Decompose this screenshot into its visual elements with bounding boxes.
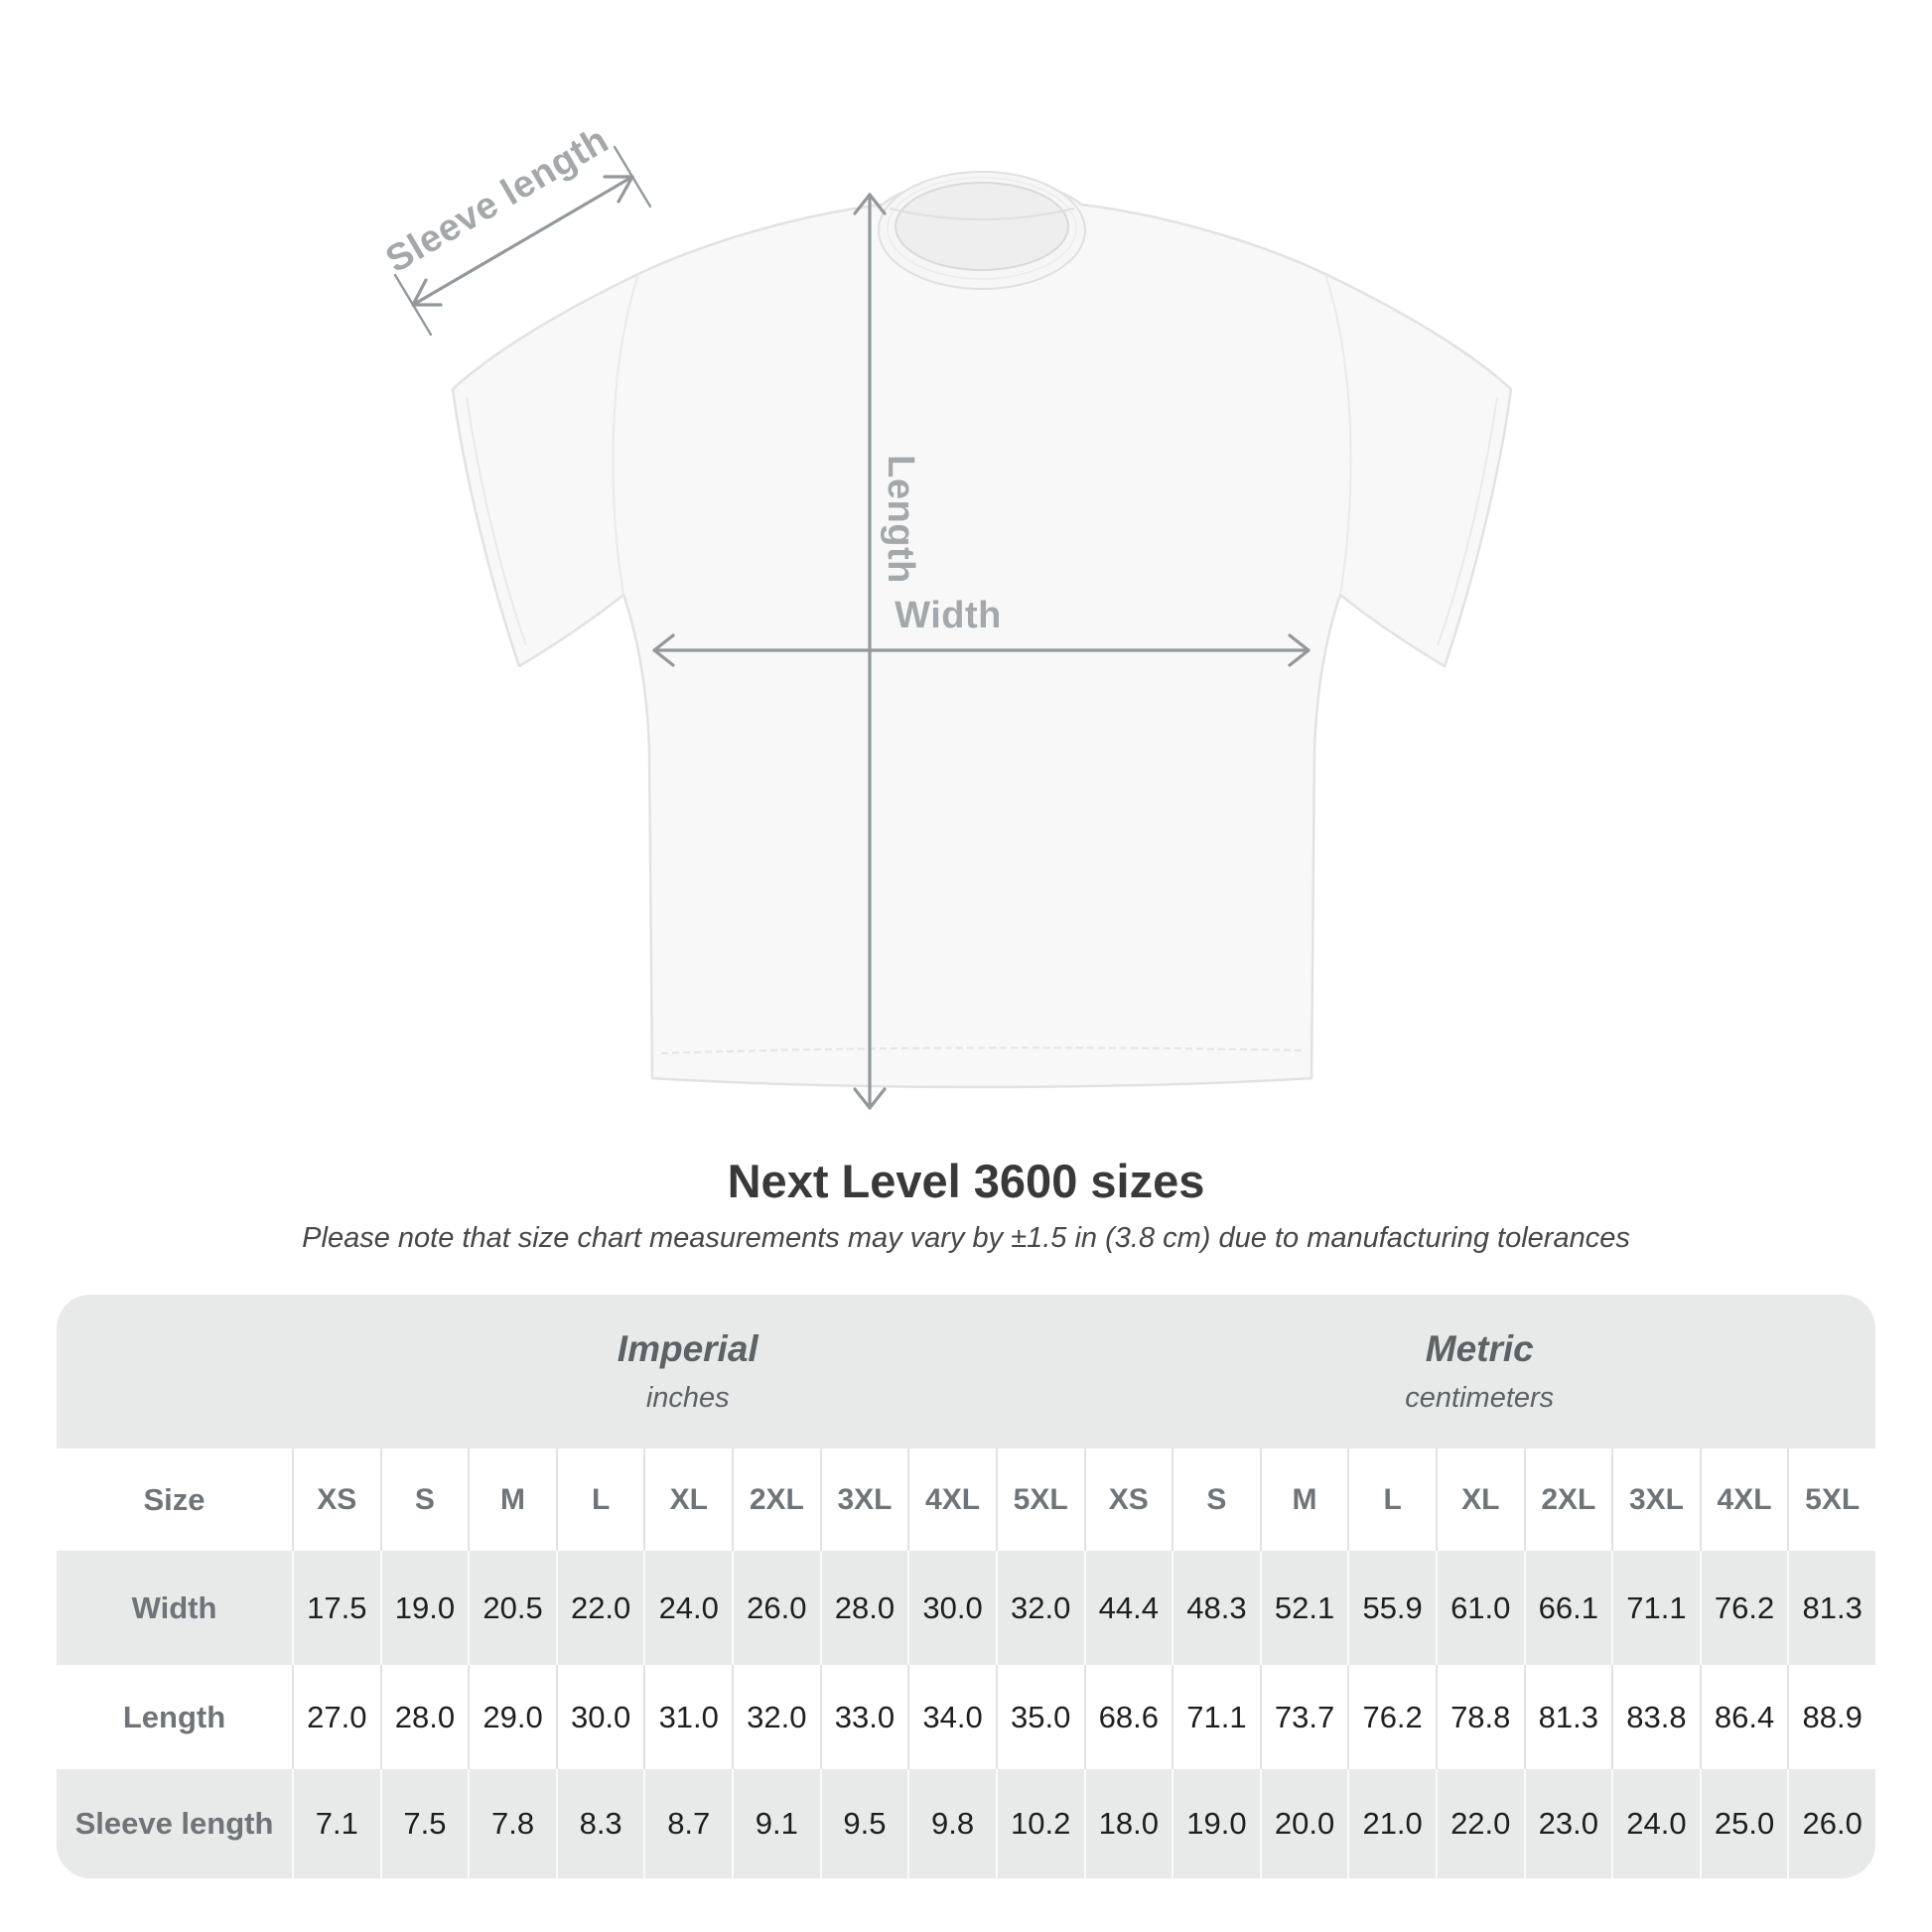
value-metric: 26.0 (1787, 1769, 1875, 1878)
size-header-imperial-2XL: 2XL (732, 1449, 820, 1551)
unit-group-metric (1084, 1328, 1876, 1415)
value-imperial: 8.7 (643, 1769, 732, 1878)
value-imperial: 9.1 (732, 1769, 820, 1878)
value-metric: 22.0 (1436, 1769, 1524, 1878)
size-header-metric-XL: XL (1436, 1449, 1524, 1551)
value-metric: 19.0 (1172, 1769, 1260, 1878)
value-imperial: 7.1 (292, 1769, 380, 1878)
value-metric: 66.1 (1524, 1551, 1612, 1665)
value-metric: 76.2 (1700, 1551, 1788, 1665)
value-imperial: 17.5 (292, 1551, 380, 1665)
size-column-header: Size (143, 1481, 206, 1517)
value-metric: 24.0 (1611, 1769, 1700, 1878)
sleeve-length-label: Sleeve length (378, 119, 617, 282)
value-imperial: 7.8 (468, 1769, 556, 1878)
value-metric: 61.0 (1436, 1551, 1524, 1665)
size-header-imperial-3XL: 3XL (820, 1449, 908, 1551)
size-header-imperial-5XL: 5XL (996, 1449, 1084, 1551)
length-label: Length (880, 455, 921, 584)
value-metric: 48.3 (1172, 1551, 1260, 1665)
value-imperial: 34.0 (907, 1665, 996, 1769)
row-label: Sleeve length (74, 1806, 274, 1841)
value-imperial: 30.0 (556, 1665, 644, 1769)
value-imperial: 28.0 (380, 1665, 469, 1769)
value-imperial: 28.0 (820, 1551, 908, 1665)
value-imperial: 7.5 (380, 1769, 469, 1878)
size-header-metric-3XL: 3XL (1611, 1449, 1700, 1551)
value-imperial: 9.8 (907, 1769, 996, 1878)
value-imperial: 8.3 (556, 1769, 644, 1878)
width-label: Width (895, 595, 1002, 636)
value-metric: 83.8 (1611, 1665, 1700, 1769)
value-metric: 25.0 (1700, 1769, 1788, 1878)
width-row (57, 1551, 1875, 1665)
value-metric: 68.6 (1084, 1665, 1173, 1769)
value-imperial: 10.2 (996, 1769, 1084, 1878)
value-imperial: 29.0 (468, 1665, 556, 1769)
size-header-imperial-L: L (556, 1449, 644, 1551)
value-imperial: 24.0 (643, 1551, 732, 1665)
row-label: Length (122, 1699, 226, 1734)
imperial-label: Imperial (617, 1328, 759, 1369)
size-header-imperial-4XL: 4XL (907, 1449, 996, 1551)
size-table (57, 1295, 1875, 1878)
size-header-metric-L: L (1347, 1449, 1436, 1551)
value-metric: 20.0 (1260, 1769, 1348, 1878)
size-header-imperial-XL: XL (643, 1449, 732, 1551)
value-metric: 81.3 (1524, 1665, 1612, 1769)
size-header-metric-5XL: 5XL (1787, 1449, 1875, 1551)
metric-label: Metric (1425, 1328, 1534, 1369)
page-title: Next Level 3600 sizes (727, 1155, 1205, 1207)
metric-sublabel: centimeters (1405, 1382, 1555, 1414)
value-metric: 55.9 (1347, 1551, 1436, 1665)
value-imperial: 19.0 (380, 1551, 469, 1665)
value-metric: 21.0 (1347, 1769, 1436, 1878)
size-header-imperial-XS: XS (292, 1449, 380, 1551)
value-imperial: 35.0 (996, 1665, 1084, 1769)
size-header-metric-4XL: 4XL (1700, 1449, 1788, 1551)
value-metric: 52.1 (1260, 1551, 1348, 1665)
value-imperial: 22.0 (556, 1551, 644, 1665)
tolerance-note: Please note that size chart measurements may vary by ±1.5 in (3.8 cm) due to manufacturing tolerances (302, 1222, 1630, 1254)
length-row (57, 1665, 1875, 1769)
size-header-row (57, 1449, 1875, 1551)
size-header-imperial-S: S (380, 1449, 469, 1551)
value-imperial: 33.0 (820, 1665, 908, 1769)
sleeve-length-row (57, 1769, 1875, 1878)
unit-group-imperial (292, 1328, 1084, 1415)
size-header-metric-S: S (1172, 1449, 1260, 1551)
row-label: Width (131, 1589, 217, 1625)
unit-header-band (57, 1295, 1875, 1449)
value-metric: 23.0 (1524, 1769, 1612, 1878)
value-imperial: 30.0 (907, 1551, 996, 1665)
value-metric: 73.7 (1260, 1665, 1348, 1769)
value-imperial: 32.0 (996, 1551, 1084, 1665)
value-imperial: 9.5 (820, 1769, 908, 1878)
value-imperial: 26.0 (732, 1551, 820, 1665)
value-metric: 81.3 (1787, 1551, 1875, 1665)
value-imperial: 20.5 (468, 1551, 556, 1665)
value-metric: 71.1 (1611, 1551, 1700, 1665)
value-imperial: 31.0 (643, 1665, 732, 1769)
value-metric: 88.9 (1787, 1665, 1875, 1769)
value-metric: 78.8 (1436, 1665, 1524, 1769)
value-metric: 76.2 (1347, 1665, 1436, 1769)
size-header-metric-XS: XS (1084, 1449, 1173, 1551)
value-imperial: 32.0 (732, 1665, 820, 1769)
value-imperial: 27.0 (292, 1665, 380, 1769)
value-metric: 86.4 (1700, 1665, 1788, 1769)
size-header-imperial-M: M (468, 1449, 556, 1551)
size-header-metric-M: M (1260, 1449, 1348, 1551)
value-metric: 18.0 (1084, 1769, 1173, 1878)
value-metric: 44.4 (1084, 1551, 1173, 1665)
value-metric: 71.1 (1172, 1665, 1260, 1769)
imperial-sublabel: inches (645, 1382, 730, 1414)
size-header-metric-2XL: 2XL (1524, 1449, 1612, 1551)
collar-opening (896, 183, 1068, 270)
